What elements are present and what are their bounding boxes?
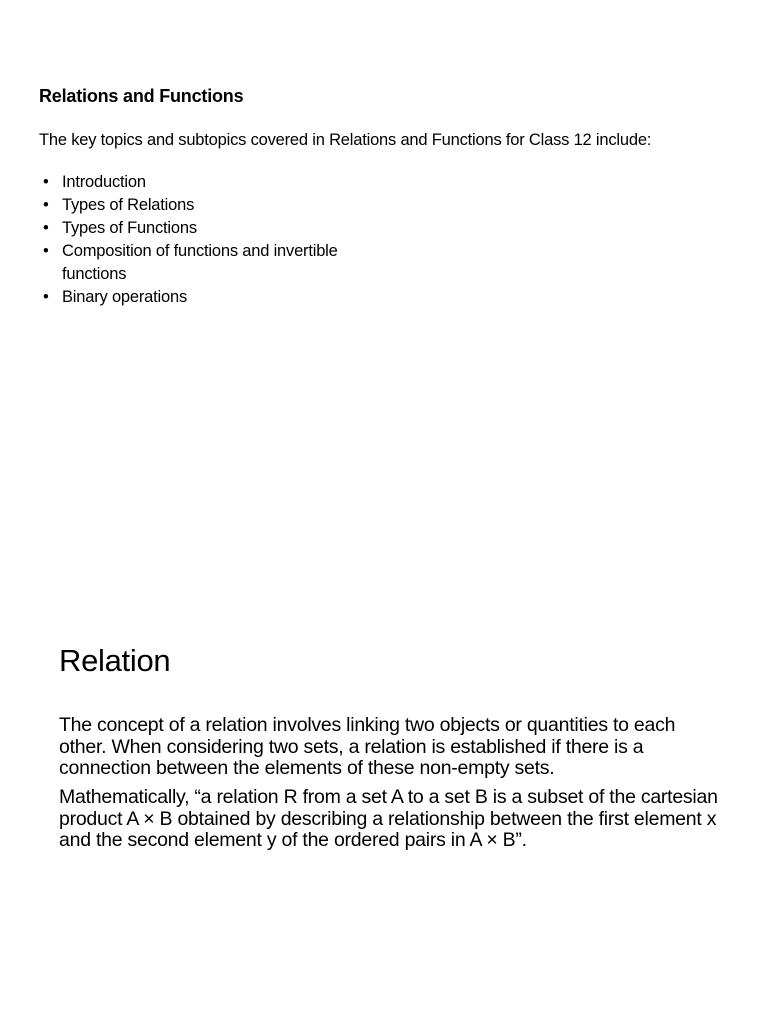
topics-intro: The key topics and subtopics covered in Relations and Functions for Class 12 include: [39,131,652,149]
bullet-icon: • [43,288,49,306]
list-item-label: Introduction [62,173,146,191]
relation-definition-paragraph: The concept of a relation involves linking two objects or quantities to each other. When considering two sets, a relation is established if there is a connection between the elements of these non-empty sets. [59,714,676,779]
bullet-icon: • [43,219,49,237]
relation-heading: Relation [59,643,171,678]
topics-title: Relations and Functions [39,86,244,106]
list-item [39,194,379,217]
list-item-label: Composition of functions and invertible functions [62,242,338,283]
list-item-label: Binary operations [62,288,188,306]
list-item-label: Types of Relations [62,196,195,214]
relation-mathematical-paragraph: Mathematically, “a relation R from a set A to a set B is a subset of the cartesian product A × B obtained by describing a relationship between the first element x and the second element y of the ordered pairs in A × B”. [59,786,718,851]
bullet-icon: • [43,173,49,191]
bullet-icon: • [43,242,49,260]
list-item [39,171,379,194]
list-item [39,217,379,240]
list-item [39,240,379,286]
list-item-label: Types of Functions [62,219,197,237]
topics-list [39,171,379,309]
list-item [39,286,379,309]
bullet-icon: • [43,196,49,214]
